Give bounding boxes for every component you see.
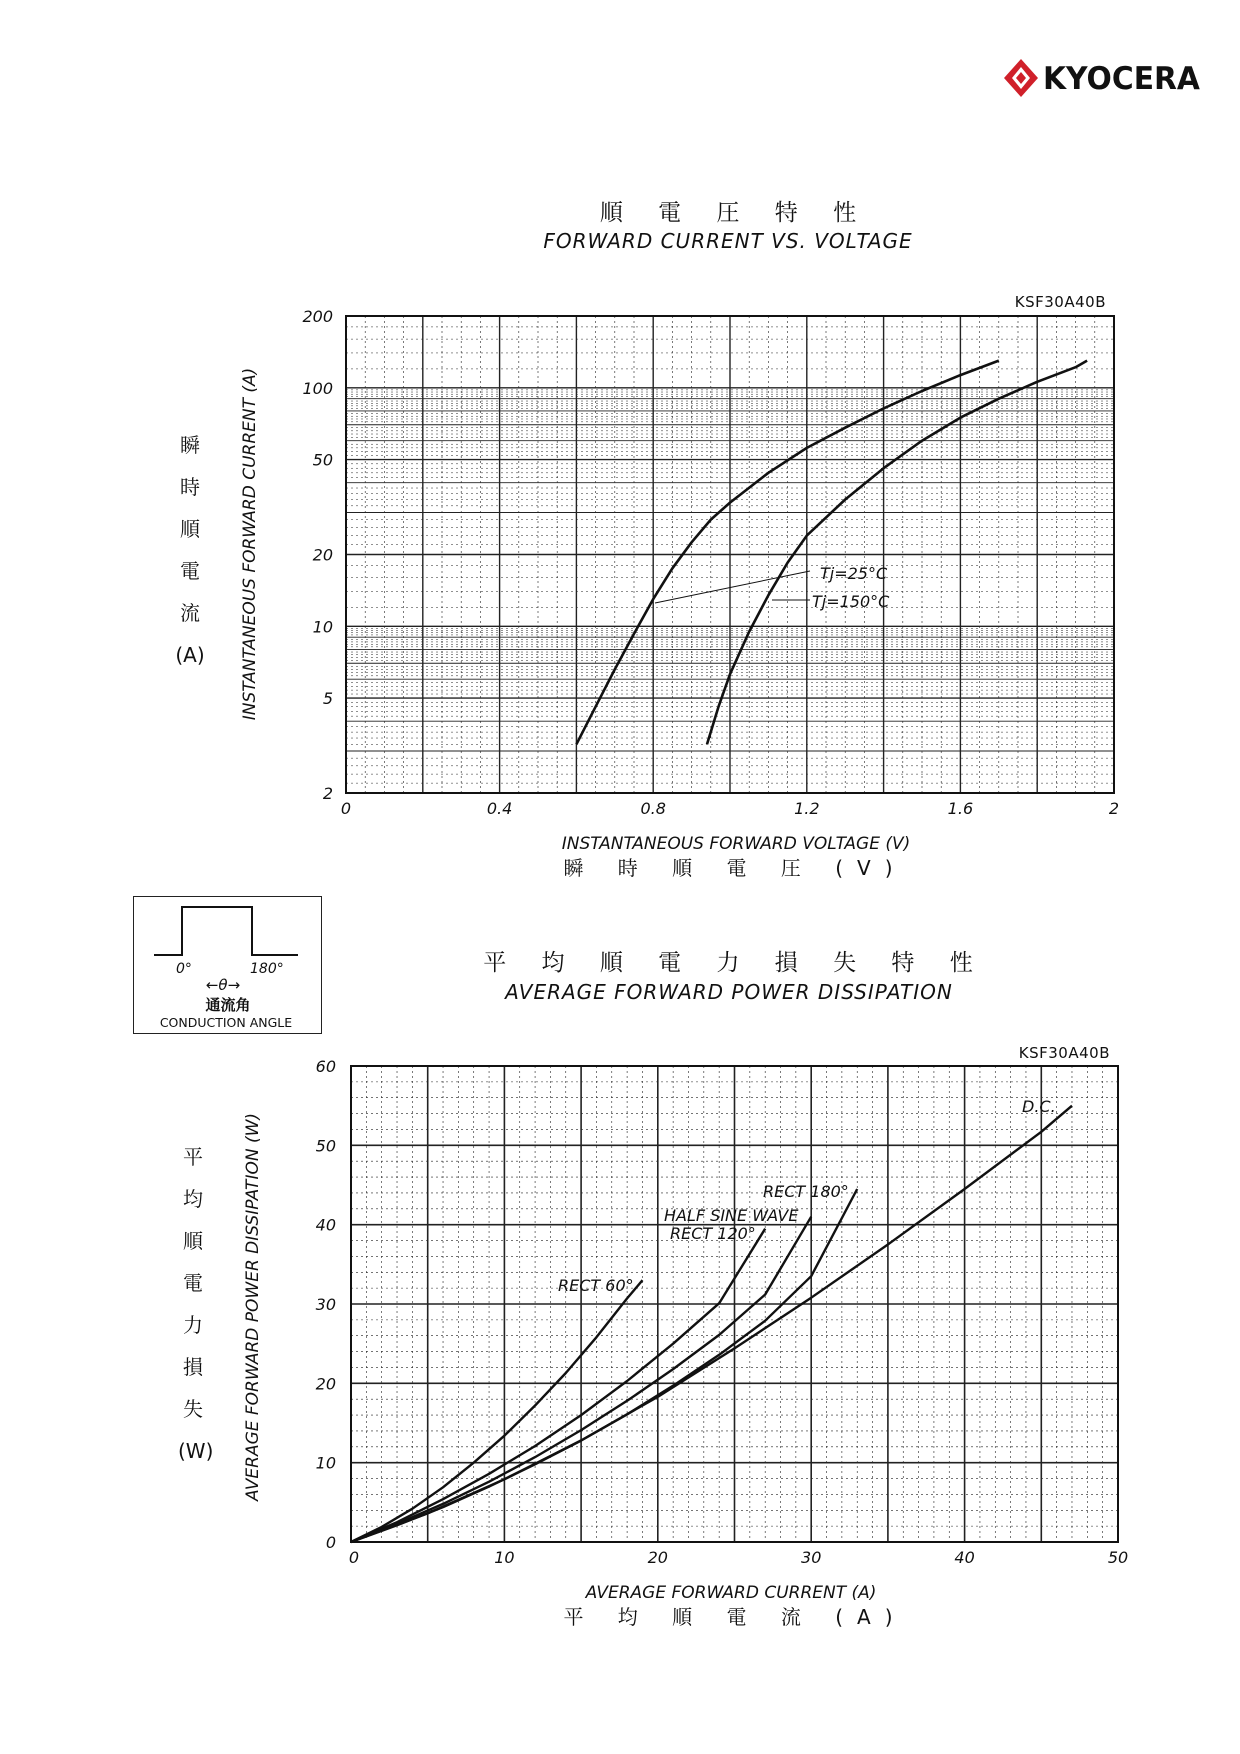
chart2-series-line-0 (351, 1280, 643, 1542)
chart1-model: KSF30A40B (1014, 293, 1106, 311)
chart1-ylabel: INSTANTANEOUS FORWARD CURRENT (A) (240, 367, 260, 721)
chart2-y-tick: 60 (315, 1057, 336, 1076)
chart1-x-tick: 0.8 (640, 799, 666, 818)
chart2-y-tick: 40 (315, 1215, 336, 1235)
annotation-tj-25: Tj=25°C (820, 564, 888, 583)
chart1-y-tick: 50 (312, 450, 333, 470)
chart1-xlabel: INSTANTANEOUS FORWARD VOLTAGE (V) (561, 834, 911, 854)
annotation-tj-150: Tj=150°C (812, 592, 890, 611)
chart2-y-tick: 30 (315, 1295, 336, 1314)
chart2-x-tick: 20 (647, 1548, 668, 1567)
chart2-model: KSF30A40B (1018, 1044, 1110, 1062)
chart2-x-tick: 30 (801, 1548, 822, 1567)
chart1-x-tick: 1.2 (794, 799, 820, 818)
chart1-x-tick: 2 (1108, 799, 1120, 818)
chart2-xlabel: AVERAGE FORWARD CURRENT (A) (585, 1583, 877, 1603)
chart2-y-tick: 10 (315, 1453, 336, 1473)
inset-theta: ←θ→ (205, 976, 241, 994)
chart1-x-tick: 0 (340, 799, 352, 818)
chart2-grid (351, 1066, 1118, 1542)
chart2-subtitle: AVERAGE FORWARD POWER DISSIPATION (505, 980, 953, 1004)
chart2-series-labels (558, 1097, 1056, 1295)
chart2-ylabel: AVERAGE FORWARD POWER DISSIPATION (W) (243, 1112, 263, 1502)
inset-angle-start: 0° (176, 961, 192, 977)
chart1-y-tick: 100 (302, 378, 333, 398)
chart1-y-tick: 5 (322, 689, 333, 709)
chart1-xlabel-jp: 瞬 時 順 電 圧 (V) (563, 856, 907, 880)
chart1-subtitle: FORWARD CURRENT VS. VOLTAGE (543, 229, 913, 253)
chart2-y-tick: 0 (325, 1533, 336, 1552)
chart1-y-tick: 20 (312, 545, 333, 565)
chart2-series-label: HALF SINE WAVE (664, 1206, 799, 1225)
chart2-xlabel-jp: 平 均 順 電 流 (A) (563, 1605, 907, 1629)
chart2-x-tick: 0 (348, 1548, 360, 1567)
chart1-title: 順 電 圧 特 性 (599, 200, 871, 226)
chart1-x-tick: 1.6 (947, 799, 974, 818)
chart2-y-tick: 20 (315, 1374, 336, 1394)
chart1-x-tick: 0.4 (486, 799, 513, 818)
chart2-y-tick: 50 (315, 1136, 336, 1156)
brand-name: KYOCERA (1043, 61, 1200, 97)
inset-angle-end: 180° (250, 961, 284, 977)
chart2-x-tick: 50 (1107, 1548, 1129, 1567)
chart2-series-label: D.C. (1022, 1097, 1056, 1116)
chart2-series-label: RECT 120° (670, 1224, 756, 1243)
chart1-y-tick: 200 (302, 307, 333, 326)
chart2-x-tick: 40 (954, 1548, 975, 1567)
chart2-series-label: RECT 60° (558, 1276, 634, 1295)
inset-label-jp: 通流角 (205, 996, 251, 1014)
chart2-series-label: RECT 180° (763, 1182, 849, 1201)
chart2-ylabel-jp: 平 均 順 電 力 損 失 (W) (178, 1145, 214, 1463)
inset-label-en: CONDUCTION ANGLE (159, 1015, 293, 1030)
chart2-title: 平 均 順 電 力 損 失 特 性 (483, 950, 987, 976)
chart1-y-tick: 2 (322, 784, 333, 803)
chart1-ylabel-jp: 瞬 時 順 電 流 (A) (175, 433, 205, 667)
chart1-y-tick: 10 (312, 617, 333, 637)
chart2-x-tick: 10 (494, 1548, 515, 1567)
